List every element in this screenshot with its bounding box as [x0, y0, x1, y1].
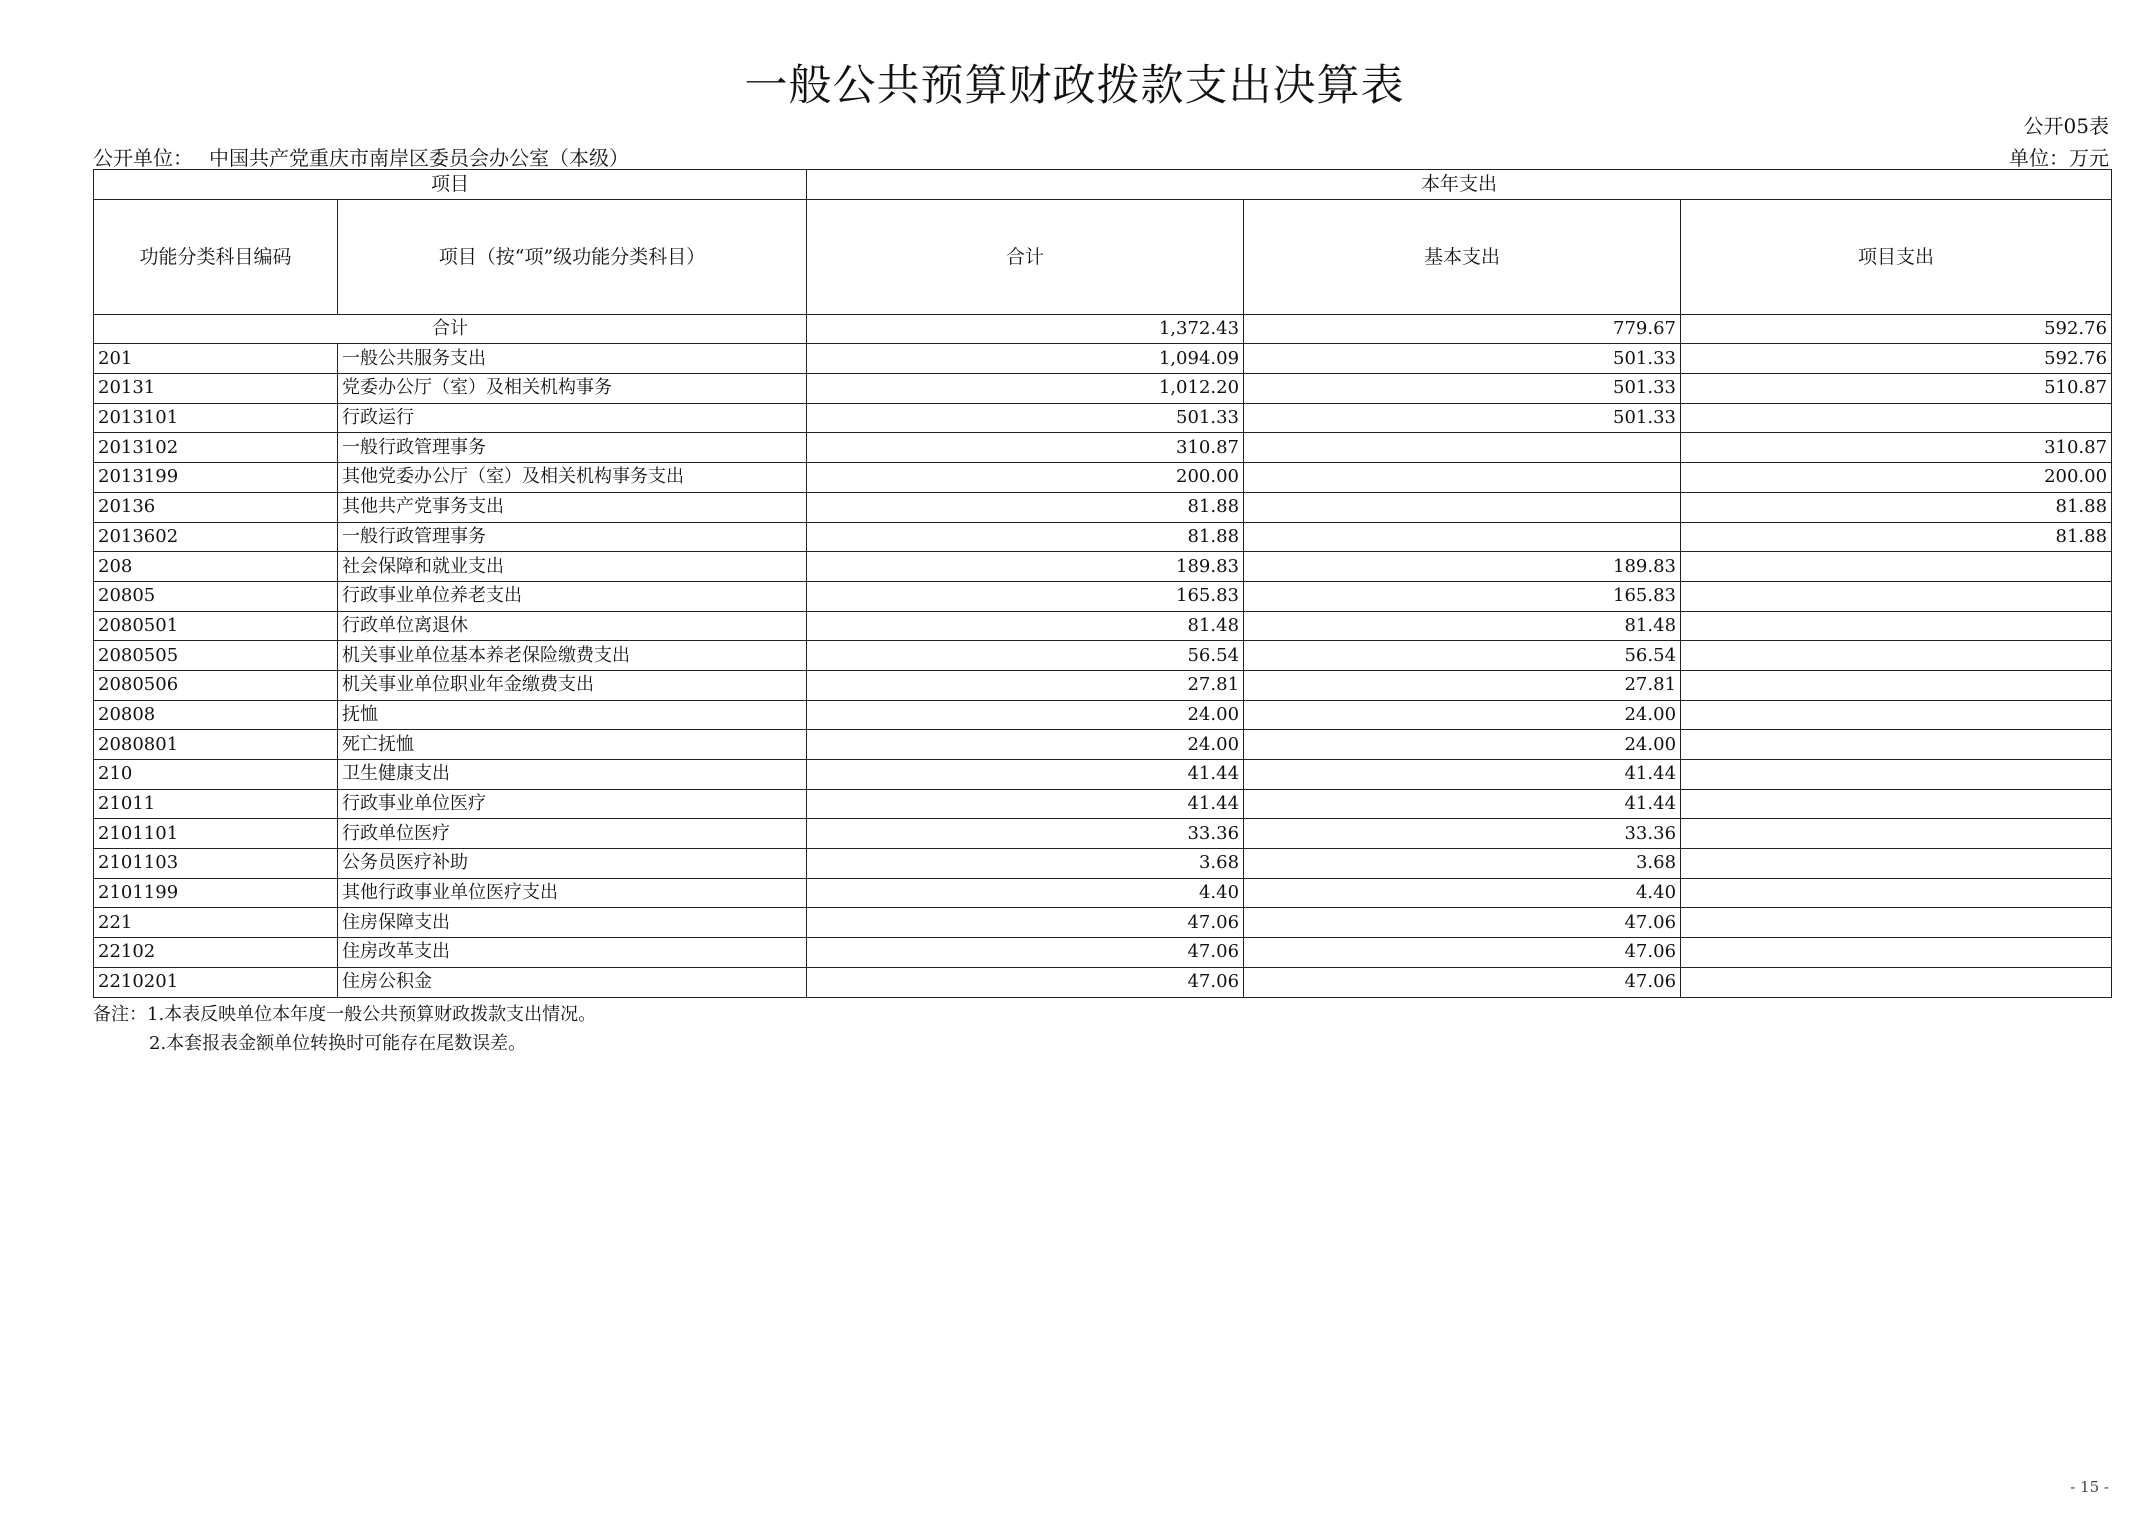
cell-code: 20136: [94, 492, 338, 522]
cell-total: 41.44: [807, 760, 1244, 790]
cell-name: 其他共产党事务支出: [338, 492, 807, 522]
header-code: 功能分类科目编码: [94, 199, 338, 314]
cell-total: 165.83: [807, 581, 1244, 611]
cell-basic: 81.48: [1244, 611, 1681, 641]
cell-code: 20805: [94, 581, 338, 611]
table-row: [94, 611, 2112, 641]
cell-project: [1681, 908, 2112, 938]
cell-basic: 47.06: [1244, 938, 1681, 968]
cell-total: 4.40: [807, 878, 1244, 908]
notes: [93, 1000, 596, 1058]
org-name: 中国共产党重庆市南岸区委员会办公室（本级）: [209, 146, 629, 170]
cell-name: 行政运行: [338, 403, 807, 433]
cell-total: 56.54: [807, 641, 1244, 671]
total-row-project: 592.76: [1681, 314, 2112, 344]
cell-project: 510.87: [1681, 374, 2112, 404]
table-row: [94, 344, 2112, 374]
cell-basic: 501.33: [1244, 403, 1681, 433]
cell-name: 住房改革支出: [338, 938, 807, 968]
cell-total: 189.83: [807, 552, 1244, 582]
cell-basic: 165.83: [1244, 581, 1681, 611]
cell-project: [1681, 700, 2112, 730]
cell-name: 住房保障支出: [338, 908, 807, 938]
cell-name: 卫生健康支出: [338, 760, 807, 790]
note-2: 2.本套报表金额单位转换时可能存在尾数误差。: [149, 1033, 527, 1054]
amount-unit: 单位：万元: [2009, 146, 2109, 170]
table-row: [94, 492, 2112, 522]
cell-total: 81.48: [807, 611, 1244, 641]
table-row: [94, 819, 2112, 849]
cell-code: 20131: [94, 374, 338, 404]
cell-name: 行政事业单位养老支出: [338, 581, 807, 611]
cell-project: [1681, 641, 2112, 671]
cell-total: 27.81: [807, 670, 1244, 700]
cell-basic: 189.83: [1244, 552, 1681, 582]
table-row: [94, 463, 2112, 493]
cell-name: 社会保障和就业支出: [338, 552, 807, 582]
cell-code: 208: [94, 552, 338, 582]
table-row: [94, 849, 2112, 879]
header-this-year: 本年支出: [807, 170, 2112, 200]
cell-code: 2080505: [94, 641, 338, 671]
cell-basic: 27.81: [1244, 670, 1681, 700]
table-row: [94, 938, 2112, 968]
cell-name: 党委办公厅（室）及相关机构事务: [338, 374, 807, 404]
page-number: - 15 -: [2070, 1478, 2109, 1496]
cell-basic: [1244, 433, 1681, 463]
cell-project: [1681, 670, 2112, 700]
cell-total: 501.33: [807, 403, 1244, 433]
cell-name: 其他党委办公厅（室）及相关机构事务支出: [338, 463, 807, 493]
cell-code: 2013102: [94, 433, 338, 463]
table-row: [94, 700, 2112, 730]
cell-total: 47.06: [807, 908, 1244, 938]
cell-name: 行政单位离退休: [338, 611, 807, 641]
cell-basic: 41.44: [1244, 760, 1681, 790]
cell-basic: 3.68: [1244, 849, 1681, 879]
cell-basic: [1244, 463, 1681, 493]
cell-code: 2080501: [94, 611, 338, 641]
table-row: [94, 433, 2112, 463]
table-row: [94, 581, 2112, 611]
cell-name: 死亡抚恤: [338, 730, 807, 760]
cell-total: 41.44: [807, 789, 1244, 819]
cell-total: 1,012.20: [807, 374, 1244, 404]
cell-project: 592.76: [1681, 344, 2112, 374]
cell-name: 公务员医疗补助: [338, 849, 807, 879]
cell-name: 抚恤: [338, 700, 807, 730]
cell-project: 200.00: [1681, 463, 2112, 493]
cell-basic: 24.00: [1244, 730, 1681, 760]
total-row: [94, 314, 2112, 344]
cell-name: 行政单位医疗: [338, 819, 807, 849]
reporting-unit: [93, 142, 629, 171]
cell-total: 47.06: [807, 967, 1244, 997]
cell-basic: 33.36: [1244, 819, 1681, 849]
cell-name: 机关事业单位基本养老保险缴费支出: [338, 641, 807, 671]
cell-project: [1681, 403, 2112, 433]
table-row: [94, 789, 2112, 819]
cell-project: [1681, 967, 2112, 997]
cell-code: 2080506: [94, 670, 338, 700]
total-row-label: 合计: [94, 314, 807, 344]
cell-project: [1681, 849, 2112, 879]
table-row: [94, 670, 2112, 700]
cell-code: 2013199: [94, 463, 338, 493]
cell-project: [1681, 611, 2112, 641]
cell-code: 2101103: [94, 849, 338, 879]
cell-code: 210: [94, 760, 338, 790]
header-total: 合计: [807, 199, 1244, 314]
cell-name: 一般公共服务支出: [338, 344, 807, 374]
cell-name: 机关事业单位职业年金缴费支出: [338, 670, 807, 700]
cell-basic: 47.06: [1244, 967, 1681, 997]
cell-project: 310.87: [1681, 433, 2112, 463]
header-basic: 基本支出: [1244, 199, 1681, 314]
page-title: 一般公共预算财政拨款支出决算表: [744, 61, 1405, 111]
cell-project: [1681, 789, 2112, 819]
table-row: [94, 878, 2112, 908]
cell-basic: 24.00: [1244, 700, 1681, 730]
table-row: [94, 760, 2112, 790]
cell-total: 310.87: [807, 433, 1244, 463]
note-1: 备注：1.本表反映单位本年度一般公共预算财政拨款支出情况。: [93, 1004, 597, 1025]
cell-code: 2101101: [94, 819, 338, 849]
form-number: 公开05表: [2023, 114, 2109, 138]
cell-basic: [1244, 522, 1681, 552]
cell-total: 200.00: [807, 463, 1244, 493]
cell-code: 2080801: [94, 730, 338, 760]
table-row: [94, 967, 2112, 997]
cell-total: 81.88: [807, 492, 1244, 522]
cell-code: 2101199: [94, 878, 338, 908]
cell-code: 2013101: [94, 403, 338, 433]
cell-project: [1681, 581, 2112, 611]
header-project-exp: 项目支出: [1681, 199, 2112, 314]
table-row: [94, 908, 2112, 938]
cell-total: 81.88: [807, 522, 1244, 552]
table-row: [94, 374, 2112, 404]
table-row: [94, 730, 2112, 760]
cell-basic: 41.44: [1244, 789, 1681, 819]
cell-code: 221: [94, 908, 338, 938]
table-row: [94, 522, 2112, 552]
cell-code: 21011: [94, 789, 338, 819]
cell-basic: 501.33: [1244, 344, 1681, 374]
cell-code: 201: [94, 344, 338, 374]
header-project: 项目: [94, 170, 807, 200]
cell-project: [1681, 938, 2112, 968]
cell-code: 2210201: [94, 967, 338, 997]
cell-project: 81.88: [1681, 522, 2112, 552]
cell-code: 2013602: [94, 522, 338, 552]
cell-project: 81.88: [1681, 492, 2112, 522]
cell-code: 20808: [94, 700, 338, 730]
cell-total: 1,094.09: [807, 344, 1244, 374]
cell-project: [1681, 760, 2112, 790]
cell-total: 24.00: [807, 700, 1244, 730]
cell-project: [1681, 730, 2112, 760]
total-row-total: 1,372.43: [807, 314, 1244, 344]
cell-name: 住房公积金: [338, 967, 807, 997]
cell-name: 一般行政管理事务: [338, 433, 807, 463]
cell-code: 22102: [94, 938, 338, 968]
cell-total: 24.00: [807, 730, 1244, 760]
cell-total: 47.06: [807, 938, 1244, 968]
cell-total: 33.36: [807, 819, 1244, 849]
cell-basic: [1244, 492, 1681, 522]
cell-name: 一般行政管理事务: [338, 522, 807, 552]
header-name: 项目（按“项”级功能分类科目）: [338, 199, 807, 314]
budget-table: [93, 169, 2112, 998]
cell-basic: 501.33: [1244, 374, 1681, 404]
cell-total: 3.68: [807, 849, 1244, 879]
total-row-basic: 779.67: [1244, 314, 1681, 344]
cell-basic: 4.40: [1244, 878, 1681, 908]
cell-name: 行政事业单位医疗: [338, 789, 807, 819]
org-label: 公开单位：: [93, 146, 193, 170]
table-row: [94, 641, 2112, 671]
cell-project: [1681, 552, 2112, 582]
table-row: [94, 403, 2112, 433]
cell-project: [1681, 878, 2112, 908]
cell-project: [1681, 819, 2112, 849]
cell-name: 其他行政事业单位医疗支出: [338, 878, 807, 908]
cell-basic: 47.06: [1244, 908, 1681, 938]
table-row: [94, 552, 2112, 582]
cell-basic: 56.54: [1244, 641, 1681, 671]
